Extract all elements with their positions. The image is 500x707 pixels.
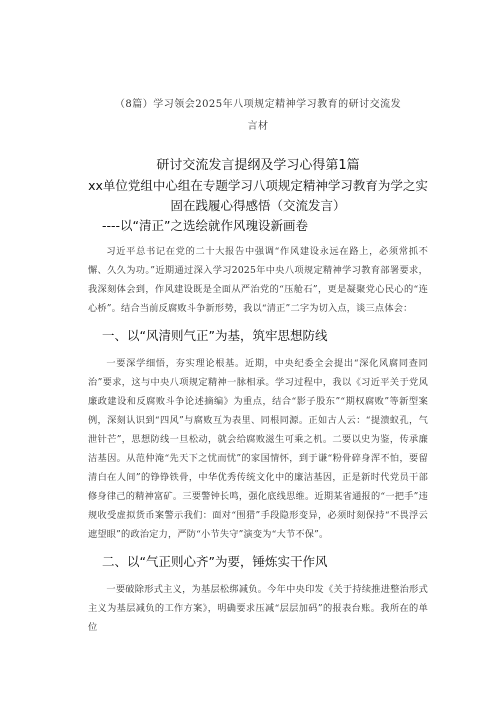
heading-block — [88, 156, 428, 236]
document-title — [88, 0, 428, 138]
section-1-paragraph: 一要深学细悟，夯实理论根基。近期，中央纪委全会提出“深化风腐同查同治”要求，这与中央八项规定精神一脉相承。学习过程中，我以《习近平关于党风廉政建设和反腐败斗争论述摘编》为重点，结合“影子股东”“期权腐败”等新型案例，深刻认识到“四风”与腐败互为表里、同根同源。正如古人云：“提溃蚁孔，气泄针芒”，思想防线一旦松动，就会给腐败滋生可乘之机。二要以史为鉴，传承廉洁基因。从范仲淹“先天下之忧而忧”的家国情怀，到于谦“粉骨碎身浑不怕，要留清白在人间”的铮铮铁骨，中华优秀传统文化中的廉洁基因，正是新时代党员干部修身律己的精神富矿。三要警钟长鸣，强化底线思维。近期某省通报的“一把手”违规收受虚拟货币案警示我们：面对“围猎”手段隐形变异，必须时刻保持“不畏浮云遮望眼”的政治定力，严防“小节失守”演变为“大节不保”。 — [88, 358, 428, 540]
heading-4: ----以“清正”之选绘就作风瑰设新画卷 — [102, 218, 308, 233]
section-2-paragraph: 一要破除形式主义，为基层松绑减负。今年中央印发《关于持续推进整治形式主义为基层减负的工作方案》，明确要求压减“层层加码”的报表台账。我所在的单位 — [88, 584, 428, 633]
section-1-heading: 一、以“风清则气正”为基，筑牢思想防线 — [102, 328, 328, 343]
intro-paragraph: 习近平总书记在党的二十大报告中强调“作风建设永远在路上，必须常抓不懈、久久为功。”近期通过深入学习2025年中央八项规定精神学习教育部署要求，我深刻体会到，作风建设既是全面从严治党的“压舱石”，更是凝聚党心民心的“连心桥”。结合当前反腐败斗争新形势，我以“清正”二字为切入点，谈三点体会： — [88, 246, 428, 314]
section-2-heading: 二、以“气正则心齐”为要，锤炼实干作风 — [102, 554, 328, 569]
document-title-line-1: （8篇）学习领会2025年八项规定精神学习教育的研讨交流发 — [114, 99, 402, 110]
heading-1: 研讨交流发言提纲及学习心得第1篇 — [156, 158, 360, 173]
document-title-line-2: 言材 — [247, 121, 269, 132]
heading-2: xx单位党组中心组在专题学习八项规定精神学习教育为学之实 — [88, 178, 428, 193]
heading-3: 固在践履心得感悟（交流发言） — [170, 198, 346, 213]
